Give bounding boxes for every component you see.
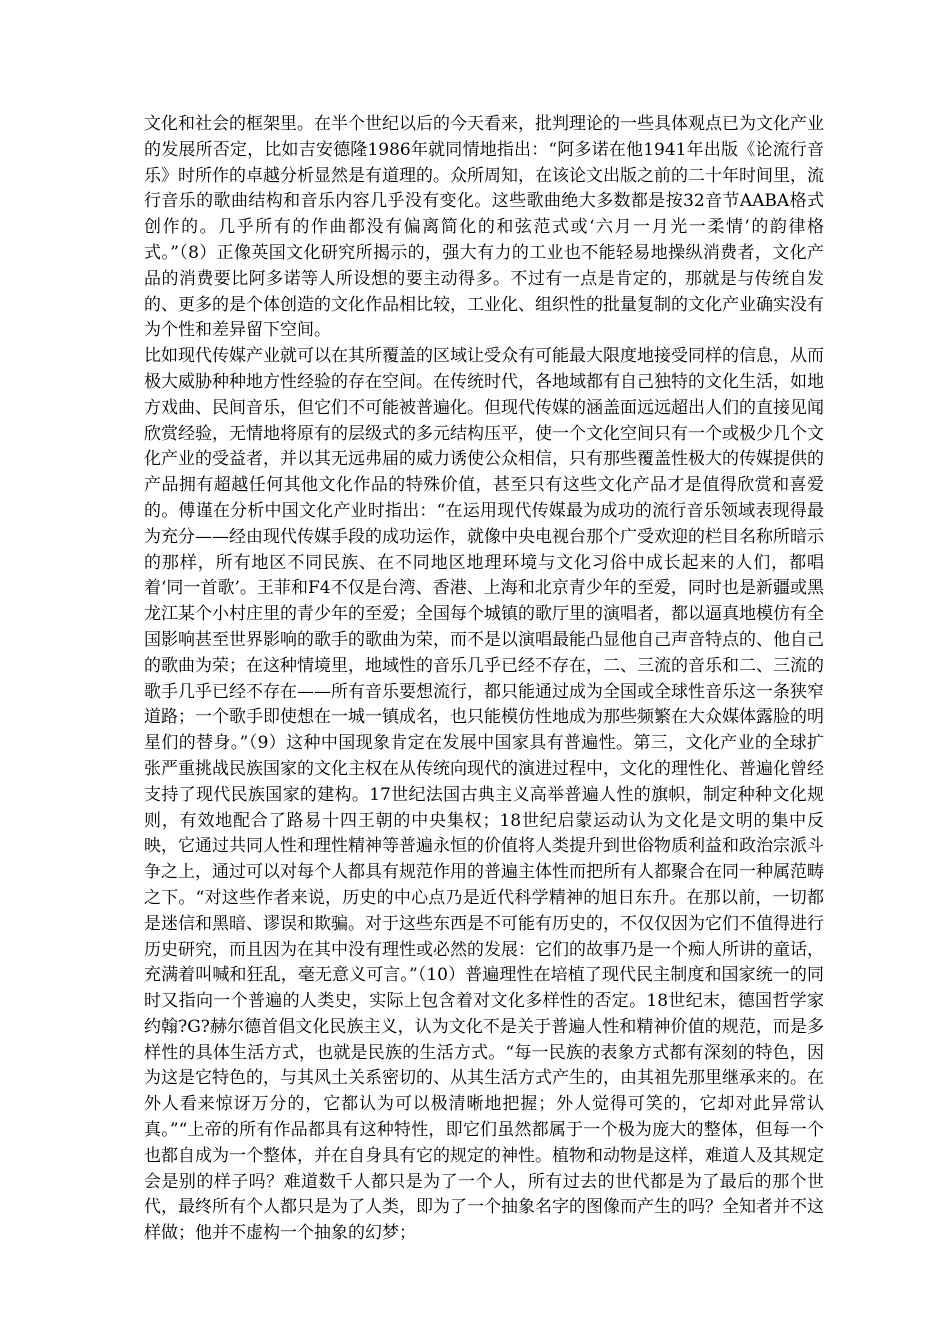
paragraph-2: 比如现代传媒产业就可以在其所覆盖的区域让受众有可能最大限度地接受同样的信息，从而极大威胁种种地方性经验的存在空间。在传统时代，各地域都有自己独特的文化生活，如地方戏曲、民间音乐，但它们不可能被普遍化。但现代传媒的涵盖面远远超出人们的直接见闻欣赏经验，无情地将原有的层级式的多元结构压平，使一个文化空间只有一个或极少几个文化产业的受益者，并以其无远弗届的威力诱使公众相信，只有那些覆盖性极大的传媒提供的产品拥有超越任何其他文化作品的特殊价值，甚至只有这些文化产品才是值得欣赏和喜爱的。傅谨在分析中国文化产业时指出：“在运用现代传媒最为成功的流行音乐领域表现得最为充分——经由现代传媒手段的成功运作，就像中央电视台那个广受欢迎的栏目名称所暗示的那样，所有地区不同民族、在不同地区地理环境与文化习俗中成长起来的人们，都唱着‘同一首歌’。王菲和F4不仅是台湾、香港、上海和北京青少年的至爱，同时也是新疆或黑龙江某个小村庄里的青少年的至爱；全国每个城镇的歌厅里的演唱者，都以逼真地模仿有全国影响甚至世界影响的歌手的歌曲为荣，而不是以演唱最能凸显他自己声音特点的、他自己的歌曲为荣；在这种情境里，地域性的音乐几乎已经不存在，二、三流的音乐和二、三流的歌手几乎已经不存在——所有音乐要想流行，都只能通过成为全国或全球性音乐这一条狭窄道路；一个歌手即使想在一城一镇成名，也只能模仿性地成为那些频繁在大众媒体露脸的明星们的替身。”（9）这种中国现象肯定在发展中国家具有普遍性。第三，文化产业的全球扩张严重挑战民族国家的文化主权在从传统向现代的演进过程中，文化的理性化、普遍化曾经支持了现代民族国家的建构。17世纪法国古典主义高举普遍人性的旗帜，制定种种文化规则，有效地配合了路易十四王朝的中央集权；18世纪启蒙运动认为文化是文明的集中反映，它通过共同人性和理性精神等普遍永恒的价值将人类提升到世俗物质利益和政治宗派斗争之上，通过可以对每个人都具有规范作用的普遍主体性而把所有人都聚合在同一种属范畴之下。“对这些作者来说，历史的中心点乃是近代科学精神的旭日东升。在那以前，一切都是迷信和黑暗、谬误和欺骗。对于这些东西是不可能有历史的，不仅仅因为它们不值得进行历史研究，而且因为在其中没有理性或必然的发展：它们的故事乃是一个痴人所讲的童话，充满着叫喊和狂乱，毫无意义可言。”（10）普遍理性在培植了现代民主制度和国家统一的同时又指向一个普遍的人类史，实际上包含着对文化多样性的否定。18世纪末，德国哲学家约翰?G?赫尔德首倡文化民族主义，认为文化不是关于普遍人性和精神价值的规范，而是多样性的具体生活方式，也就是民族的生活方式。“每一民族的表象方式都有深刻的特色，因为这是它特色的，与其风土关系密切的、从其生活方式产生的，由其祖先那里继承来的。在外人看来惊讶万分的，它都认为可以极清晰地把握；外人觉得可笑的，它却对此异常认真。”“上帝的所有作品都具有这种特性，即它们虽然都属于一个极为庞大的整体，但每一个也都自成为一个整体，并在自身具有它的规定的神性。植物和动物是这样，难道人及其规定会是别的样子吗？难道数千人都只是为了一个人，所有过去的世代都是为了最后的那个世代，最终所有个人都只是为了人类，即为了一个抽象名字的图像而产生的吗？全知者并不这样做；他并不虚构一个抽象的幻梦；: [144, 346, 824, 1244]
document-body: [144, 112, 824, 1247]
paragraph-1: 文化和社会的框架里。在半个世纪以后的今天看来，批判理论的一些具体观点已为文化产业的发展所否定，比如吉安德隆1986年就同情地指出：“阿多诺在他1941年出版《论流行音乐》时所作的卓越分析显然是有道理的。众所周知，在该论文出版之前的二十年时间里，流行音乐的歌曲结构和音乐内容几乎没有变化。这些歌曲绝大多数都是按32音节AABA格式创作的。几乎所有的作曲都没有偏离简化的和弦范式或‘六月一月光一柔情’的韵律格式。”（8）正像英国文化研究所揭示的，强大有力的工业也不能轻易地操纵消费者，文化产品的消费要比阿多诺等人所设想的要主动得多。不过有一点是肯定的，那就是与传统自发的、更多的是个体创造的文化作品相比较，工业化、组织性的批量复制的文化产业确实没有为个性和差异留下空间。: [144, 114, 824, 341]
